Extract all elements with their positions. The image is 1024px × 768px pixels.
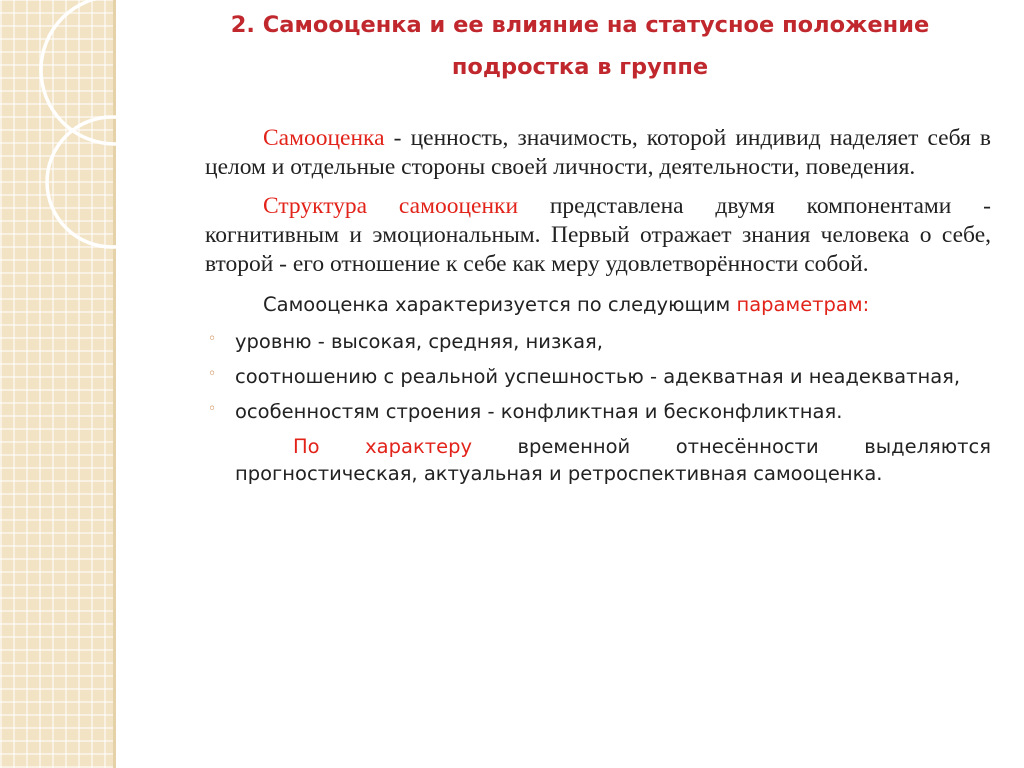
term-self-esteem: Самооценка bbox=[263, 125, 385, 151]
definition-text: - ценность, значимость, которой индивид наделяет себя в целом и отдельные стороны своей личности, деятельности, поведения. bbox=[205, 125, 991, 180]
paragraph-parameters bbox=[205, 291, 991, 318]
slide-title-line-1: 2. Самооценка и ее влияние на статусное положение bbox=[230, 12, 930, 38]
term-structure: Структура самооценки bbox=[263, 193, 519, 219]
structure-text: представлена двумя компонентами - когнитивным и эмоциональным. Первый отражает знания человека о себе, второй - его отношение к себе как меру удовлетворённости собой. bbox=[205, 193, 991, 277]
list-item-text: соотношению с реальной успешностью - адекватная и неадекватная, bbox=[235, 365, 961, 388]
parameters-text: Самооценка характеризуется по следующим bbox=[263, 293, 737, 316]
list-item-text: уровню - высокая, средняя, низкая, bbox=[235, 330, 603, 353]
deco-circle-small bbox=[47, 117, 177, 247]
bullet-circle-icon: ◦ bbox=[208, 401, 217, 417]
time-reference-text: временной отнесённости выделяются прогностическая, актуальная и ретроспективная самооценка. bbox=[235, 435, 991, 485]
parameters-list bbox=[205, 328, 991, 425]
slide-body bbox=[205, 124, 991, 487]
list-item bbox=[208, 363, 991, 390]
paragraph-structure bbox=[205, 192, 991, 279]
list-item-text: особенностям строения - конфликтная и бесконфликтная. bbox=[235, 400, 843, 423]
slide-title bbox=[150, 4, 1010, 88]
paragraph-definition bbox=[205, 124, 991, 182]
bullet-circle-icon: ◦ bbox=[208, 331, 217, 347]
list-item bbox=[208, 398, 991, 425]
term-parameters: параметрам: bbox=[736, 293, 870, 316]
list-item bbox=[208, 328, 991, 355]
bullet-circle-icon: ◦ bbox=[208, 366, 217, 382]
paragraph-time-reference bbox=[235, 433, 991, 487]
slide-title-line-2: подростка в группе bbox=[451, 54, 709, 80]
term-by-character: По характеру bbox=[293, 435, 472, 458]
